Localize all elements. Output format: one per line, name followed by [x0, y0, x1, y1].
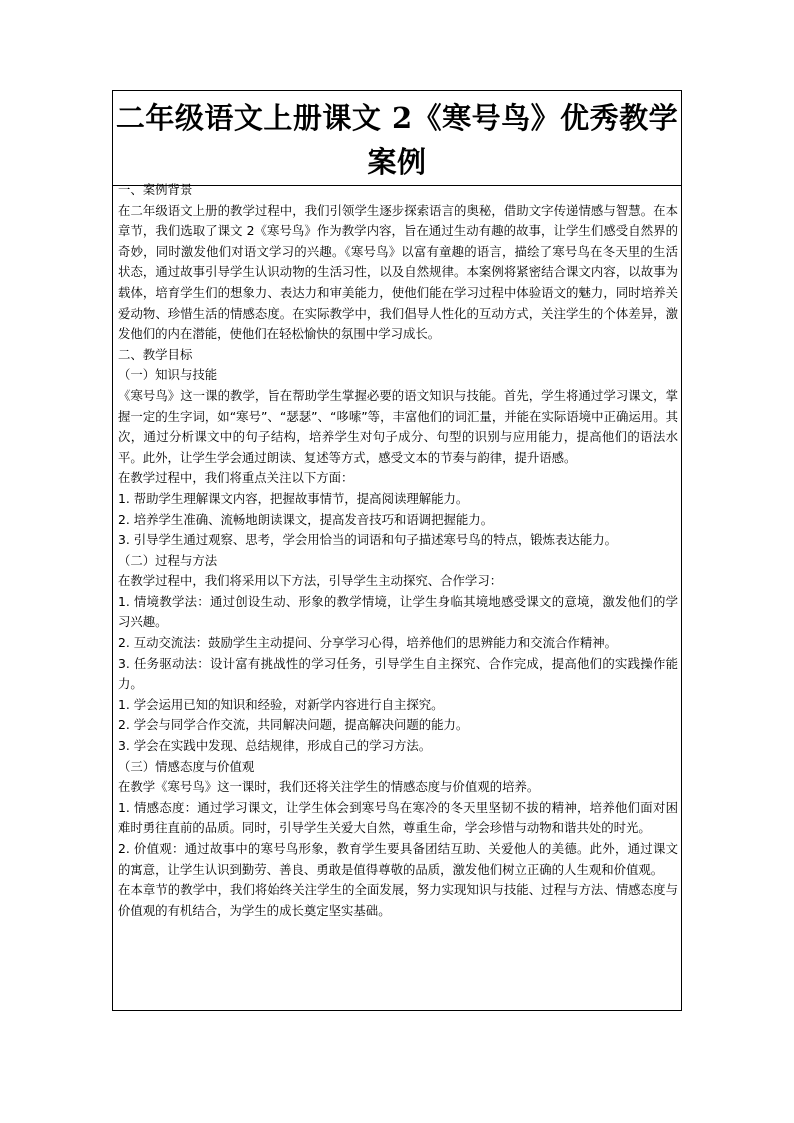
paragraph: 2. 互动交流法：鼓励学生主动提问、分享学习心得，培养他们的思辨能力和交流合作精神。: [118, 635, 617, 651]
document-body: [118, 180, 678, 921]
paragraph: （二）过程与方法: [118, 552, 218, 568]
paragraph: 1. 情境教学法：通过创设生动、形象的教学情境，让学生身临其境地感受课文的意境，激发他们的学习兴趣。: [118, 593, 678, 630]
paragraph: 在本章节的教学中，我们将始终关注学生的全面发展，努力实现知识与技能、过程与方法、情感态度与价值观的有机结合，为学生的成长奠定坚实基础。: [118, 882, 678, 918]
paragraph: 2. 培养学生准确、流畅地朗读课文，提高发音技巧和语调把握能力。: [118, 511, 494, 527]
paragraph: 2. 学会与同学合作交流，共同解决问题，提高解决问题的能力。: [118, 717, 469, 733]
paragraph: 1. 学会运用已知的知识和经验，对新学内容进行自主探究。: [118, 696, 444, 712]
paragraph: 1. 帮助学生理解课文内容，把握故事情节，提高阅读理解能力。: [118, 490, 469, 506]
paragraph: （一）知识与技能: [118, 367, 218, 383]
paragraph: 3. 学会在实践中发现、总结规律，形成自己的学习方法。: [118, 738, 432, 754]
paragraph: 3. 引导学生通过观察、思考，学会用恰当的词语和句子描述寒号鸟的特点，锻炼表达能力。: [118, 532, 617, 548]
paragraph: 3. 任务驱动法：设计富有挑战性的学习任务，引导学生自主探究、合作完成，提高他们的实践操作能力。: [118, 655, 678, 692]
document-title: 二年级语文上册课文 2《寒号鸟》优秀教学案例: [113, 96, 681, 186]
paragraph: （三）情感态度与价值观: [118, 758, 255, 774]
paragraph: 二、教学目标: [118, 346, 193, 362]
paragraph: 在二年级语文上册的教学过程中，我们引领学生逐步探索语言的奥秘，借助文字传递情感与智慧。在本章节，我们选取了课文 2《寒号鸟》作为教学内容，旨在通过生动有趣的故事，让学生们感受自然界的奇妙，同时激发他们对语文学习的兴趣。《寒号鸟》以富有童趣的语言，描绘了寒号鸟在冬天里的生活状态，通过故事引导学生认识动物的生活习性，以及自然规律。本案例将紧密结合课文内容，以故事为载体，培育学生们的想象力、表达力和审美能力，使他们能在学习过程中体验语文的魅力，同时培养关爱动物、珍惜生活的情感态度。在实际教学中，我们倡导人性化的互动方式，关注学生的个体差异，激发他们的内在潜能，使他们在轻松愉快的氛围中学习成长。: [118, 202, 678, 342]
paragraph: 2. 价值观：通过故事中的寒号鸟形象，教育学生要具备团结互助、关爱他人的美德。此外，通过课文的寓意，让学生认识到勤劳、善良、勇敢是值得尊敬的品质，激发他们树立正确的人生观和价值观。: [118, 841, 678, 877]
paragraph: 一、案例背景: [118, 182, 193, 197]
paragraph: 在教学过程中，我们将采用以下方法，引导学生主动探究、合作学习：: [118, 573, 503, 589]
paragraph: 在教学《寒号鸟》这一课时，我们还将关注学生的情感态度与价值观的培养。: [118, 779, 540, 795]
paragraph: 《寒号鸟》这一课的教学，旨在帮助学生掌握必要的语文知识与技能。首先，学生将通过学习课文，掌握一定的生字词，如“寒号”、“瑟瑟”、“哆嗦”等，丰富他们的词汇量，并能在实际语境中正确运用。其次，通过分析课文中的句子结构，培养学生对句子成分、句型的识别与应用能力，提高他们的语法水平。此外，让学生学会通过朗读、复述等方式，感受文本的节奏与韵律，提升语感。: [118, 387, 678, 465]
paragraph: 1. 情感态度：通过学习课文，让学生体会到寒号鸟在寒冷的冬天里坚韧不拔的精神，培养他们面对困难时勇往直前的品质。同时，引导学生关爱大自然，尊重生命，学会珍惜与动物和谐共处的时光。: [118, 799, 678, 836]
paragraph: 在教学过程中，我们将重点关注以下方面：: [118, 470, 354, 486]
